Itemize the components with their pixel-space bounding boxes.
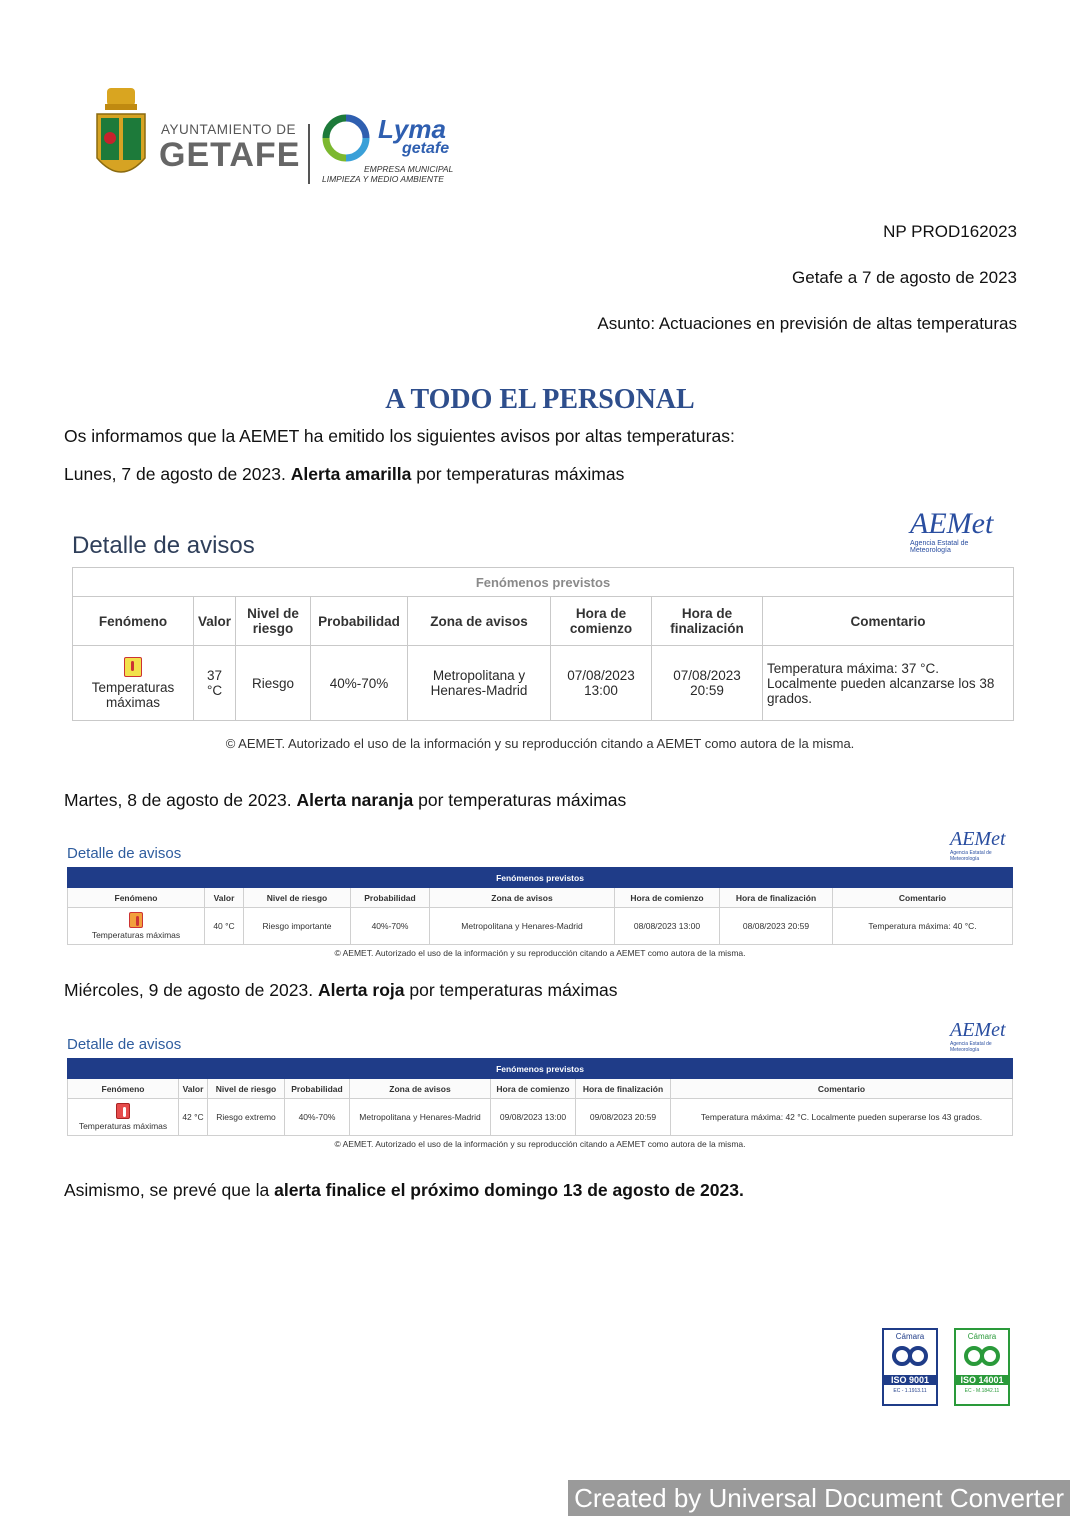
day3-alert: Alerta roja [317,980,405,1000]
col-header: Comentario [833,888,1013,908]
cert-code: EC - M.1842.11 [964,1388,1000,1394]
col-header: Hora de comienzo [615,888,720,908]
aemet-logo-1 [910,508,1010,554]
col-header: Zona de avisos [350,1079,491,1099]
col-header: Hora de finalización [576,1079,671,1099]
table-caption: Fenómenos previstos [73,568,1014,597]
fenomeno-text: Temperaturas máximas [91,930,181,940]
col-header: Probabilidad [285,1079,350,1099]
closing-line [64,1180,744,1201]
day1-prefix: Lunes, 7 de agosto de 2023. [64,464,286,484]
cell-prob: 40%-70% [351,908,430,945]
lyma-desc2: LIMPIEZA Y MEDIO AMBIENTE [322,174,444,184]
cell-nivel: Riesgo [236,646,311,721]
cell-zona: Metropolitana y Henares-Madrid [350,1099,491,1136]
col-header: Hora de finalización [652,597,763,646]
day1-suffix: por temperaturas máximas [416,464,625,484]
cc-logo-icon [962,1345,1002,1367]
cell-fenomeno [68,1099,179,1136]
aemet-logo-text: AEMet [950,828,1006,850]
warnings-table-3 [67,1058,1013,1136]
col-header: Nivel de riesgo [208,1079,285,1099]
cert-std: ISO 14001 [956,1375,1008,1385]
day1-line [64,464,624,485]
ayto-line1: AYUNTAMIENTO DE [161,122,297,137]
lyma-desc1: EMPRESA MUNICIPAL [364,164,454,174]
col-header: Valor [194,597,236,646]
aemet-copyright-3: © AEMET. Autorizado el uso de la información y su reproducción citando a AEMET como autora de la misma. [334,1139,746,1149]
col-header: Hora de comienzo [491,1079,576,1099]
cert-code: EC - 1.1913.11 [893,1388,927,1394]
aemet-heading-3: Detalle de avisos [67,1036,182,1053]
document-date: Getafe a 7 de agosto de 2023 [792,268,1017,287]
aemet-heading-2: Detalle de avisos [67,845,182,862]
day3-suffix: por temperaturas máximas [409,980,618,1000]
col-header: Valor [205,888,244,908]
day1-alert: Alerta amarilla [290,464,412,484]
cell-prob: 40%-70% [311,646,408,721]
cell-fin: 09/08/2023 20:59 [576,1099,671,1136]
table-row [73,646,1014,721]
day2-suffix: por temperaturas máximas [418,790,627,810]
aemet-logo-sub: Agencia Estatal de Meteorología [950,850,992,862]
cell-fin: 08/08/2023 20:59 [720,908,833,945]
day3-line [64,980,618,1001]
warnings-table-2 [67,867,1013,945]
col-header: Fenómeno [73,597,194,646]
aemet-heading-1: Detalle de avisos [72,532,255,559]
fenomeno-text: Temperaturas máximas [78,1121,168,1131]
aemet-logo-3 [950,1019,1014,1053]
fenomeno-text: Temperaturas máximas [91,679,175,710]
cell-zona: Metropolitana y Henares-Madrid [408,646,551,721]
reference-code: NP PROD162023 [883,222,1017,241]
cert-badge-iso14001 [954,1328,1010,1406]
cell-inicio: 07/08/2023 13:00 [551,646,652,721]
cell-zona: Metropolitana y Henares-Madrid [430,908,615,945]
getafe-crest-icon [95,86,147,186]
cell-inicio: 08/08/2023 13:00 [615,908,720,945]
col-header: Fenómeno [68,1079,179,1099]
cell-comentario: Temperatura máxima: 37 °C. Localmente pueden alcanzarse los 38 grados. [763,646,1014,721]
document-subject: Asunto: Actuaciones en previsión de altas temperaturas [597,314,1017,333]
thermometer-icon [116,1103,130,1119]
getafe-logo [95,86,310,186]
closing-bold: alerta finalice el próximo domingo 13 de agosto de 2023. [274,1180,744,1200]
cell-nivel: Riesgo extremo [208,1099,285,1136]
cell-prob: 40%-70% [285,1099,350,1136]
aemet-logo-text: AEMet [910,507,994,540]
aemet-logo-text: AEMet [950,1019,1006,1041]
table-caption: Fenómenos previstos [68,868,1013,888]
lyma-sub: getafe [402,140,450,157]
cc-logo-icon [890,1345,930,1367]
col-header: Probabilidad [351,888,430,908]
cell-valor: 40 °C [205,908,244,945]
col-header: Zona de avisos [408,597,551,646]
aemet-logo-2 [950,828,1014,862]
col-header: Hora de finalización [720,888,833,908]
col-header: Comentario [671,1079,1013,1099]
cert-badge-iso9001 [882,1328,938,1406]
logo-divider [308,124,310,184]
table-row [68,1099,1013,1136]
col-header: Zona de avisos [430,888,615,908]
col-header: Nivel de riesgo [236,597,311,646]
day2-prefix: Martes, 8 de agosto de 2023. [64,790,292,810]
day3-prefix: Miércoles, 9 de agosto de 2023. [64,980,314,1000]
table-row [68,908,1013,945]
cell-fenomeno [73,646,194,721]
ayto-line2: GETAFE [159,136,301,174]
lyma-swirl-icon [322,114,370,162]
col-header: Probabilidad [311,597,408,646]
aemet-logo-sub: Agencia Estatal de Meteorología [950,1041,992,1053]
day2-alert: Alerta naranja [296,790,414,810]
day2-line [64,790,626,811]
aemet-logo-sub: Agencia Estatal de Meteorología [910,540,969,554]
col-header: Valor [179,1079,208,1099]
cert-org: Cámara [967,1332,997,1341]
lyma-name: Lyma [378,114,446,144]
col-header: Comentario [763,597,1014,646]
cell-valor: 42 °C [179,1099,208,1136]
closing-prefix: Asimismo, se prevé que la [64,1180,270,1200]
lyma-logo [322,114,462,189]
col-header: Hora de comienzo [551,597,652,646]
page-title: A TODO EL PERSONAL [385,384,695,415]
watermark: Created by Universal Document Converter [568,1480,1070,1516]
thermometer-icon [124,657,142,677]
cell-comentario: Temperatura máxima: 40 °C. [833,908,1013,945]
cert-std: ISO 9001 [884,1375,936,1385]
thermometer-icon [129,912,143,928]
cert-org: Cámara [895,1332,925,1341]
cell-comentario: Temperatura máxima: 42 °C. Localmente pueden superarse los 43 grados. [671,1099,1013,1136]
cell-fenomeno [68,908,205,945]
aemet-copyright-1: © AEMET. Autorizado el uso de la información y su reproducción citando a AEMET como autora de la misma. [225,736,855,751]
cell-nivel: Riesgo importante [244,908,351,945]
cell-fin: 07/08/2023 20:59 [652,646,763,721]
intro-text: Os informamos que la AEMET ha emitido los siguientes avisos por altas temperaturas: [64,426,735,446]
warnings-table-1 [72,567,1014,721]
col-header: Nivel de riesgo [244,888,351,908]
table-caption: Fenómenos previstos [68,1059,1013,1079]
col-header: Fenómeno [68,888,205,908]
aemet-copyright-2: © AEMET. Autorizado el uso de la información y su reproducción citando a AEMET como autora de la misma. [334,948,746,958]
cell-inicio: 09/08/2023 13:00 [491,1099,576,1136]
cell-valor: 37 °C [194,646,236,721]
